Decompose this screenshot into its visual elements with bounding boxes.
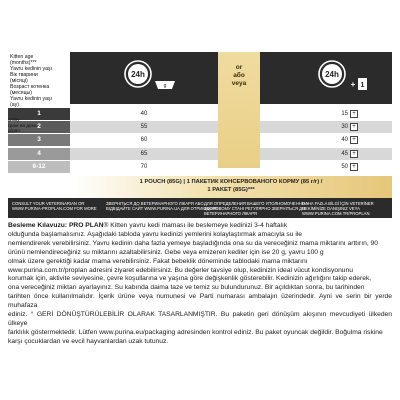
or-label-line: veya [231,80,247,87]
row-age: 1 [8,108,70,120]
plus-sign: + [350,163,358,171]
age-header-text [10,54,70,108]
gday-label [8,118,66,135]
plus-sign: + [350,150,358,158]
row-wet-amount [260,161,392,173]
vet-advice-line: WWW.PURINA-PROPLAN.COM FOR MORE [12,206,97,211]
feeding-guide-line: ediniz. ° GERİ DÖNÜŞTÜRÜLEBİLİR OLARAK TASARLANMIŞTIR. Bu paketin geri dönüşüm akışının mevcudiyeti ülkeden ülkeye [8,311,392,327]
feeding-guide-text [8,222,392,347]
gday-label-line: g/day [8,118,20,123]
feeding-row [8,148,392,160]
pouch-line: 1 PAKET (85G)*** [207,187,255,193]
svg-text:g: g [163,83,167,89]
row-age: 4 [8,148,70,160]
pouch-plus-icon [348,78,368,90]
plus-sign: + [350,110,358,118]
or-label-line: or [235,64,243,71]
feeding-guide-title-rest: ® Kitten yavru kedi maması ile beslemeye kedinizi 3-4 haftalık [103,222,288,229]
age-header-line: Yavru kedinin yaşı [10,66,53,72]
svg-text:+: + [350,80,356,89]
row-wet-amount [260,148,392,160]
vet-advice-line: HEKİMİNİZE DANIŞINIZ VEYA [302,206,360,211]
row-age: 6-12 [8,161,70,173]
clock-24h-icon [316,58,348,90]
row-wet-value: 30 [341,124,348,131]
feeding-guide-line: ürünü nemlendireceğiniz su miktarını azaltabilirsiniz. Gebe veya emizeren kediler için ise 20 g, yavru 100 g [8,248,324,256]
row-age: 2 [8,121,70,133]
svg-text:24h: 24h [325,70,339,79]
row-dry-amount: 60 [70,134,218,146]
vet-advice-ua [106,201,218,211]
clock-24h-icon [122,58,154,90]
age-header-line: Yavru kedinin yaşı [10,96,53,102]
vet-advice-line: DAHA FAZLA BİLGİ İÇİN VETERİNER [302,201,374,206]
row-dry-amount: 70 [70,161,218,173]
age-header-line: (месяцы) [10,90,33,96]
feeding-guide-line: www.purina.com.tr/proplan adresini ziyaret edebilirsiniz. Bu değerler tavsiye olup, kedinizin ideal vücut kondisyonunu [8,266,353,274]
row-wet-value: 15 [341,111,348,117]
gday-label-line: грам на день [8,123,37,129]
vet-advice-line: ВІДВІДАЙТЕ САЙТ WWW.PURINA.UA ДЛЯ ОТРИМАННЯ [106,206,218,211]
row-wet-amount [260,134,392,146]
or-label [218,64,260,88]
row-dry-amount: 40 [70,108,218,120]
age-header-line: Возраст котенка [10,84,50,90]
age-header-line: Kitten age [10,54,34,60]
feeding-guide-line: olduğunda başlamalısınız. Aşağıdaki tabloda yavru kedinizi yemlerini kolaylaştırmak amacıyla su ile [8,230,303,238]
svg-text:1: 1 [360,82,365,89]
vet-advice-line: ДЛЯ ОПРЕДЕЛЕНИЯ ВАШЕГО УПОЛНОМОЧЕННЯ У [204,201,309,206]
row-wet-value: 50 [341,163,348,170]
pouch-band [70,176,392,198]
feeding-guide-line: karşı çocuklardan ve evcil hayvanlardan uzak tutunuz. [8,337,169,345]
feeding-guide-line: tarihten önce kullanılmalıdır. İçerik ürüne veya numunesi ve Parti numarası ambalajın üzerindedir. Ayni ve serin bir yerde muhafaza [8,293,392,310]
gday-label-line: g/gün [8,129,21,134]
feeding-guide-line: farklılık göstermektedir. Lütfen www.purina.eu/packaging adresinden kontrol ediniz. Bu paket oyuncak değildir. Boğulma riskine [8,328,383,336]
feeding-guide-title-line [8,222,392,231]
row-dry-amount: 65 [70,148,218,160]
or-label-line: або [233,72,245,79]
feeding-row [8,134,392,146]
age-header-line: (months)*** [10,60,37,66]
vet-advice-line: CONSULT YOUR VETERINARIAN OR [12,201,85,206]
bowl-icon [154,78,176,90]
feeding-guide-line: olmak üzere gerektiği kadar mama verebilirsiniz. Fakat bebeklik döneminde tablodaki mama miktarını [8,257,308,265]
row-wet-value: 45 [341,150,348,157]
pouch-line: 1 POUCH (85G) | 1 ПАКЕТИК КОНСЕРВОВАНОГО КОРМУ (85 г/г) / [139,179,323,185]
vet-advice-ru [204,201,309,216]
vet-advice-line: ВЕТЕРИНАРНОГО ЛІКАРЯ [204,211,257,216]
vet-advice-tr [302,201,374,216]
plus-sign: + [350,123,358,131]
row-wet-amount [260,108,392,120]
row-age: 3 [8,134,70,146]
vet-advice-en [12,201,97,211]
feeding-guide-line: ona vereceğiniz miktarı ayarlayınız. Su kabında daima taze ve temiz su bulundurunuz. Bir açıldıktan sonra, bu tarihinden [8,284,365,292]
feeding-table [8,52,392,193]
row-wet-value: 40 [341,137,348,144]
svg-text:24h: 24h [131,70,145,79]
row-wet-amount [260,121,392,133]
age-header-line: (ay) [10,102,19,108]
plus-sign: + [350,136,358,144]
feeding-row [8,161,392,173]
feeding-guide-line: nemlendirerek verebilirsiniz. Yavru kedinin daha fazla yemeye başladığında ona su da vereceğiniz mama miktarını arttırın, 90 [8,239,378,247]
vet-advice-line: ЗДОРОВОМУ СТАНІ РЕГУЛЯРНО ЗВЕРНІТЬСЯ ДО [204,206,306,211]
age-header-line: (місяці) [10,78,28,84]
age-header-line: Вік тварини [10,72,38,78]
feeding-guide-line: korumak için, aktivite seviyesine, çevre koşullarına ve yaşına göre değişkenlik gösterebilir. Kedinizin ağırlığını takip ederek, [8,275,372,283]
row-dry-amount: 55 [70,121,218,133]
feeding-guide-title: Besleme Kılavuzu: PRO PLAN [8,222,104,229]
vet-advice-line: WWW.PURINA.COM.TR/PROPLAN [302,211,370,216]
vet-advice-line: ЗВЕРНІТЬСЯ ДО ВЕТЕРИНАРНОГО ЛІКАРЯ АБО [106,201,204,206]
vet-advice-strip [8,198,392,218]
